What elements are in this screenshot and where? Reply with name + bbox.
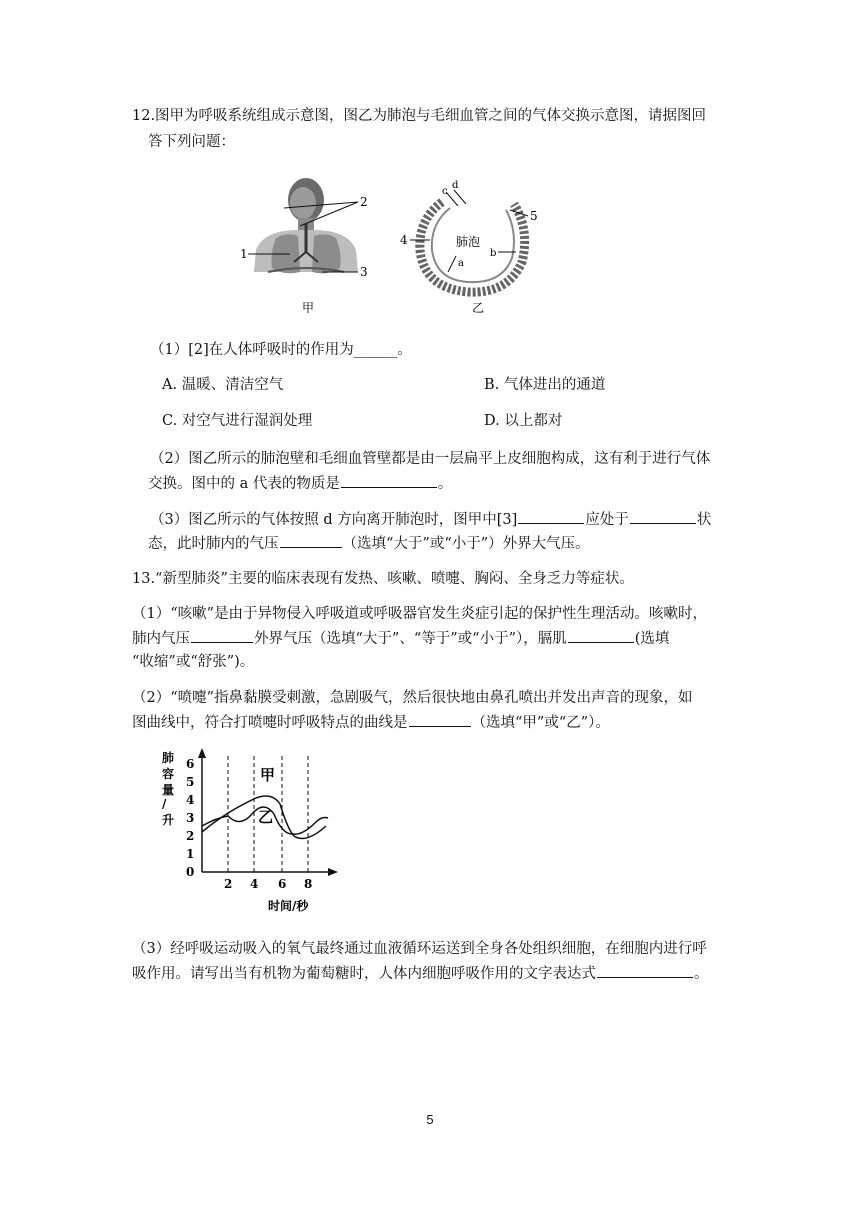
q13-sub3-line2: [132, 963, 709, 984]
label-3: 3: [360, 265, 368, 279]
answer-blank[interactable]: [280, 533, 342, 548]
ylabel-char-4: /: [162, 797, 167, 811]
x-tick: 6: [278, 877, 287, 891]
answer-blank[interactable]: [191, 628, 253, 643]
label-a: a: [458, 258, 464, 269]
y-tick: 2: [186, 829, 195, 843]
label-2: 2: [360, 195, 368, 209]
q12-sub3-text-c: 状: [696, 512, 712, 528]
q13-sub1-line2: [132, 628, 669, 649]
q12-sub1: （1）[2]在人体呼吸时的作用为______。: [150, 342, 412, 358]
label-b: b: [490, 248, 497, 259]
answer-blank[interactable]: [630, 509, 696, 524]
curve-yi-label: 乙: [258, 808, 274, 826]
x-tick: 8: [304, 877, 313, 891]
y-tick: 0: [186, 865, 195, 879]
q13-sub1-line3: “收缩”或“舒张”)。: [132, 654, 255, 670]
label-c: c: [442, 186, 448, 197]
q12-stem-line1: 12.图甲为呼吸系统组成示意图，图乙为肺泡与毛细血管之间的气体交换示意图，请据图回: [132, 108, 707, 124]
y-tick: 4: [186, 793, 195, 807]
y-tick: 1: [186, 847, 195, 861]
answer-blank[interactable]: [518, 509, 584, 524]
label-5: 5: [530, 209, 538, 223]
q12-sub3-text-b: 应处于: [585, 512, 629, 528]
q13-sub1-line1: （1）“咳嗽”是由于异物侵入呼吸道或呼吸器官发生炎症引起的保护性生理活动。咳嗽时，: [132, 606, 708, 622]
lung-volume-graph: [156, 744, 346, 916]
q13-sub1-text-a: 肺内气压: [132, 631, 190, 647]
q13-sub3-line1: （3）经呼吸运动吸入的氧气最终通过血液循环运送到全身各处组织细胞，在细胞内进行呼: [132, 941, 707, 957]
xlabel: 时间/秒: [268, 899, 309, 913]
q13-sub3-text-a: 吸作用。请写出当有机物为葡萄糖时，人体内细胞呼吸作用的文字表达式: [132, 966, 596, 982]
fig-yi-caption: 乙: [472, 301, 485, 315]
y-tick: 3: [186, 811, 195, 825]
q13-stem: 13.“新型肺炎”主要的临床表现有发热、咳嗽、喷嚏、胸闷、全身乏力等症状。: [132, 571, 634, 587]
answer-blank[interactable]: [597, 963, 693, 978]
q13-sub1-text-c: (选填: [634, 631, 670, 647]
q13-sub2-text-a: 图曲线中，符合打喷嚏时呼吸特点的曲线是: [132, 715, 408, 731]
answer-blank[interactable]: [409, 712, 471, 727]
ylabel-char-1: 肺: [162, 751, 175, 765]
answer-blank[interactable]: [341, 473, 437, 488]
q13-sub2-text-b: （选填“甲”或“乙”）。: [471, 715, 610, 731]
x-tick: 2: [224, 877, 233, 891]
label-4: 4: [400, 233, 408, 247]
fig-jia-caption: 甲: [302, 301, 315, 315]
respiratory-system-diagram: [236, 172, 376, 320]
q12-option-c: C. 对空气进行湿润处理: [162, 413, 313, 429]
q12-option-a: A. 温暖、清洁空气: [162, 377, 284, 393]
lung-volume-chart: [156, 744, 346, 916]
q12-sub3-text-d: 态，此时肺内的气压: [148, 536, 279, 552]
x-tick: 4: [250, 877, 259, 891]
page-number: 5: [426, 1112, 434, 1127]
ylabel-char-2: 容: [162, 767, 175, 781]
q12-sub2-text: 交换。图中的 a 代表的物质是: [148, 476, 340, 492]
q12-sub3-text-a: （3）图乙所示的气体按照 d 方向离开肺泡时，图甲中[3]: [150, 512, 518, 528]
q12-sub3-line1: [150, 509, 711, 530]
q13-sub3-text-b: 。: [694, 966, 709, 982]
y-tick: 6: [186, 757, 195, 771]
curve-jia-label: 甲: [260, 766, 276, 784]
q12-sub3-text-e: （选填“大于”或“小于”）外界大气压。: [342, 536, 590, 552]
answer-blank[interactable]: [568, 628, 634, 643]
q12-sub2-line1: （2）图乙所示的肺泡壁和毛细血管壁都是由一层扁平上皮细胞构成，这有利于进行气体: [150, 451, 711, 467]
q12-sub2-end: 。: [437, 476, 453, 492]
q13-sub2-line1: （2）“喷嚏”指鼻黏膜受刺激，急剧吸气，然后很快地由鼻孔喷出并发出声音的现象，如: [132, 690, 693, 706]
y-tick: 5: [186, 775, 195, 789]
alveolus-label: 肺泡: [456, 235, 481, 249]
q12-option-b: B. 气体进出的通道: [484, 377, 606, 393]
label-d: d: [452, 180, 459, 191]
ylabel-char-5: 升: [162, 813, 175, 827]
ylabel-char-3: 量: [162, 783, 175, 797]
alveolus-diagram: [398, 180, 548, 320]
q12-sub2-line2: [148, 473, 452, 494]
q13-sub1-text-b: 外界气压（选填“大于”、“等于”或“小于”），膈肌: [254, 631, 567, 647]
label-1: 1: [240, 247, 248, 261]
q12-option-d: D. 以上都对: [484, 413, 563, 429]
figure-yi: [398, 180, 548, 320]
y-ticks: [186, 757, 194, 879]
q13-sub2-line2: [132, 712, 610, 733]
q12-sub3-line2: [148, 533, 590, 554]
q12-stem-line2: 答下列问题：: [148, 134, 235, 150]
figure-jia: [236, 172, 376, 320]
